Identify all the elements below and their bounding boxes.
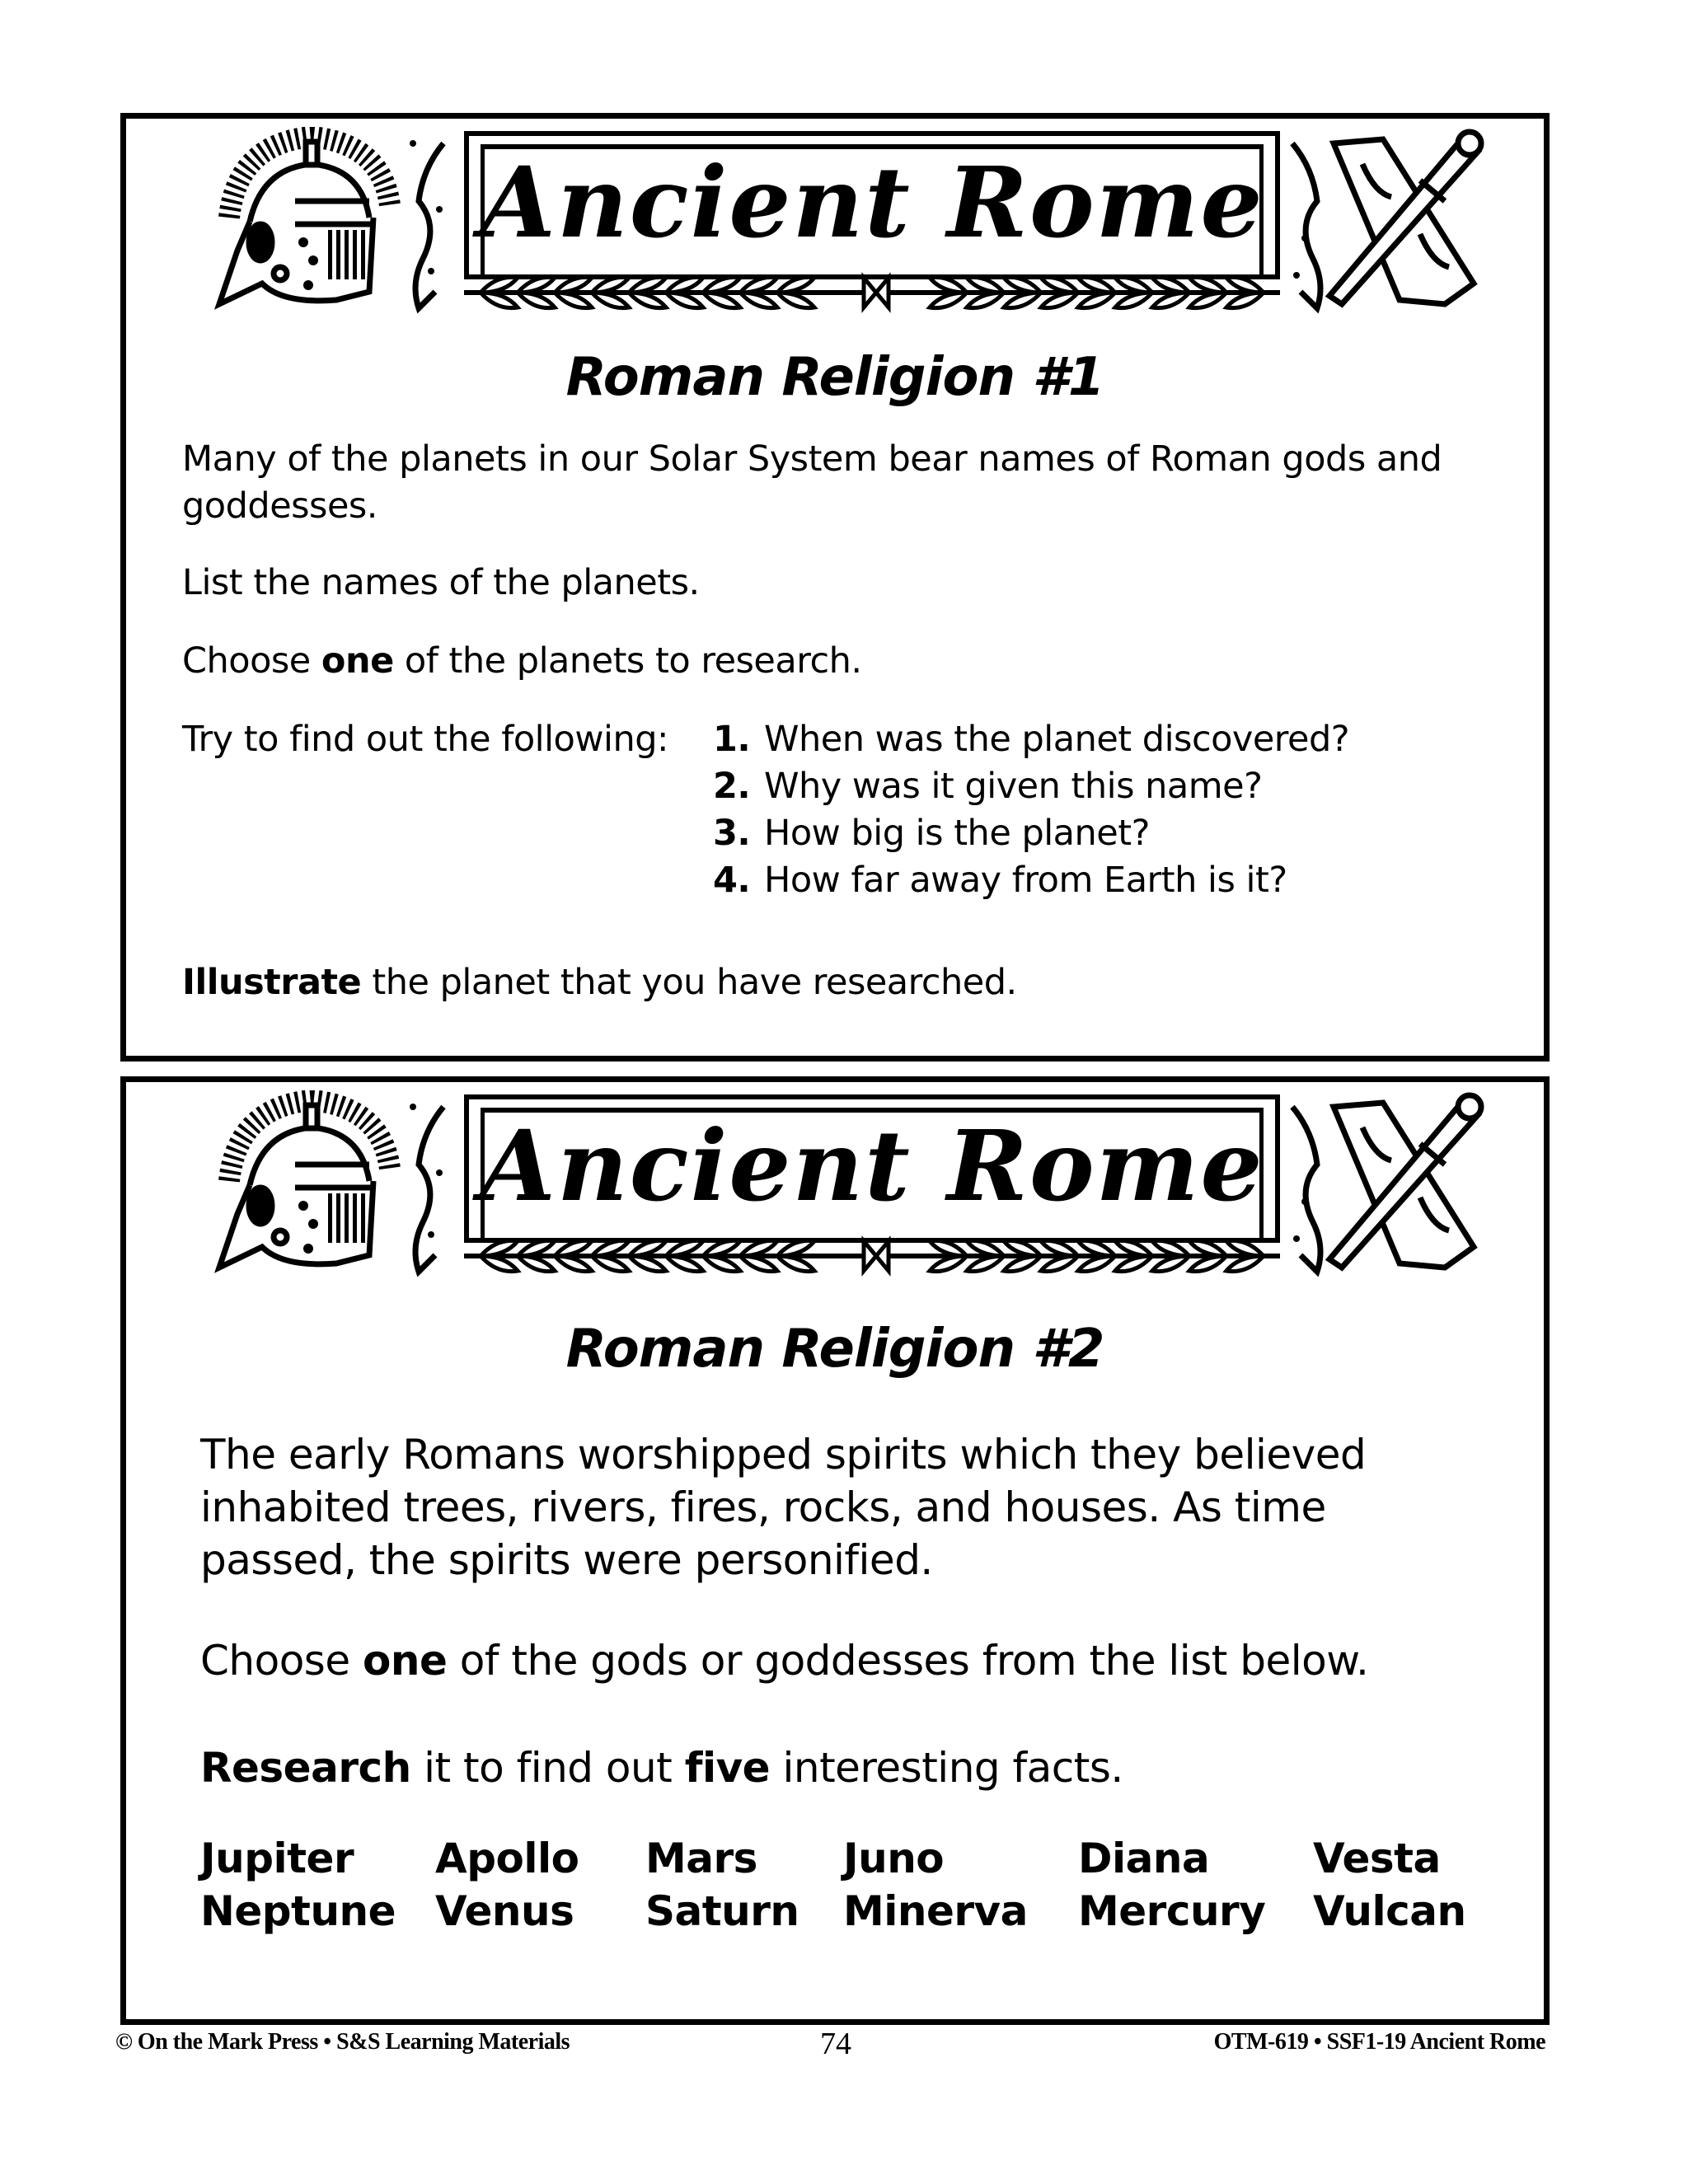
activity-card-2 [120,1076,1550,2025]
card-title: Roman Religion #1 [565,347,1104,408]
ancient-rome-banner [126,1082,1544,1288]
god-name: Saturn [645,1887,799,1935]
instruction-find-out: Try to find out the following: [182,719,669,760]
question-item: 4. How far away from Earth is it? [713,860,1287,901]
instruction-research: Research it to find out five interesting facts. [200,1744,1123,1792]
banner-title: Ancient Rome [480,1108,1264,1223]
title-frame [464,1094,1280,1243]
card-title: Roman Religion #2 [565,1319,1104,1380]
god-name: Vulcan [1313,1887,1466,1935]
question-item: 3. How big is the planet? [713,813,1150,854]
ancient-rome-banner [126,119,1544,325]
laurel-border [448,1235,1296,1277]
intro-paragraph: Many of the planets in our Solar System bear names of Roman gods and goddesses. [182,438,1442,527]
instruction-illustrate: Illustrate the planet that you have researched. [182,962,1017,1003]
god-name: Juno [843,1835,945,1882]
god-name: Vesta [1313,1835,1441,1882]
question-item: 2. Why was it given this name? [713,766,1263,807]
instruction-choose-god: Choose one of the gods or goddesses from the list below. [200,1637,1369,1685]
shield-and-sword-icon [1276,1090,1490,1280]
god-name: Jupiter [200,1835,354,1882]
roman-helmet-icon [204,127,402,316]
page-number: 74 [820,2027,851,2061]
laurel-border [448,271,1296,314]
book-code: OTM-619 • SSF1-19 Ancient Rome [1213,2029,1545,2055]
gods-row [200,1885,1519,1938]
question-list [713,716,1349,904]
roman-helmet-icon [204,1090,402,1280]
god-name: Mars [645,1835,757,1882]
god-name: Diana [1078,1835,1210,1882]
god-name: Neptune [200,1887,396,1935]
shield-and-sword-icon [1276,127,1490,316]
instruction-list-planets: List the names of the planets. [182,562,700,603]
page-footer [115,2026,1545,2059]
gods-list [200,1832,1519,1938]
publisher-credit: © On the Mark Press • S&S Learning Materials [115,2029,570,2055]
question-item: 1. When was the planet discovered? [713,719,1350,760]
instruction-choose-planet: Choose one of the planets to research. [182,640,862,682]
god-name: Mercury [1078,1887,1266,1935]
banner-title: Ancient Rome [480,145,1264,260]
god-name: Apollo [435,1835,579,1882]
god-name: Minerva [843,1887,1028,1935]
activity-card-1 [120,113,1550,1062]
gods-row [200,1832,1519,1885]
intro-paragraph: The early Romans worshipped spirits which they believed inhabited trees, rivers, fires, rocks, and houses. As time passed, the spirits were personified. [200,1431,1367,1584]
title-frame [464,131,1280,279]
god-name: Venus [435,1887,574,1935]
